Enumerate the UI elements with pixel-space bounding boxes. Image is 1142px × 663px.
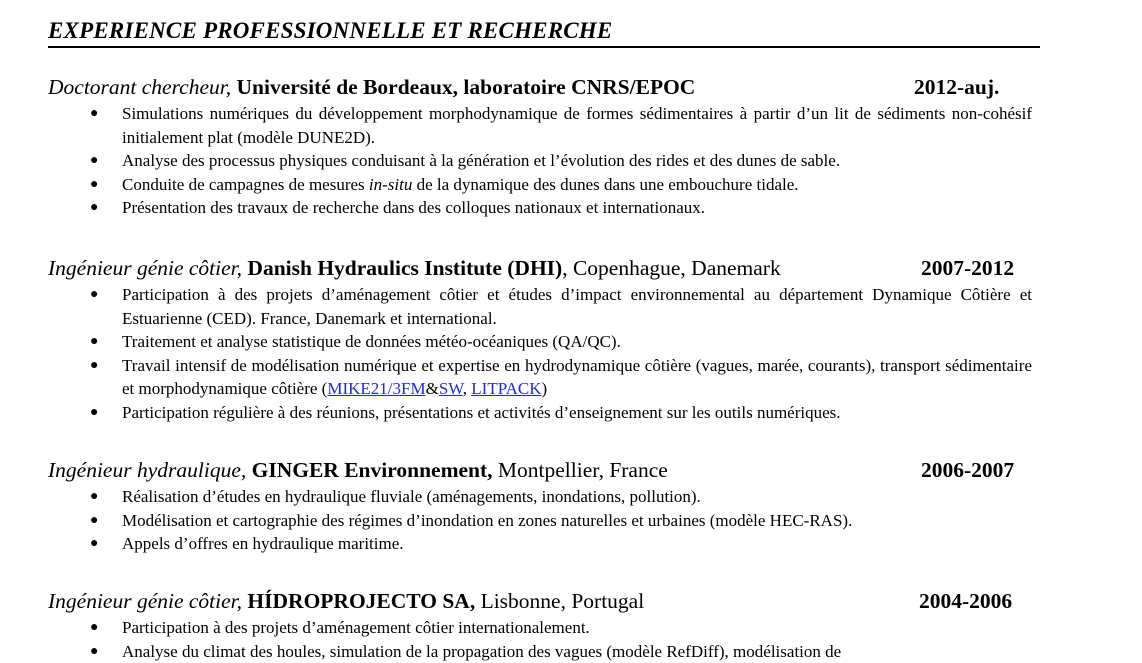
bullet-icon: ● xyxy=(90,485,98,509)
list-item: ● Conduite de campagnes de mesures in-situ de la dynamique des dunes dans une embouchure tidale. xyxy=(48,173,1032,197)
list-item: ● Simulations numériques du développement morphodynamique de formes sédimentaires à partir d’un lit de sédiments non-cohésif initialement plat (modèle DUNE2D). xyxy=(48,102,1032,149)
job-bullets xyxy=(48,102,1040,220)
job-location: Montpellier, France xyxy=(493,458,668,482)
job-years: 2006-2007 xyxy=(921,455,1014,485)
job-location: , Copenhague, Danemark xyxy=(562,256,781,280)
job-role: Doctorant chercheur, xyxy=(48,75,231,99)
list-item: ● Réalisation d’études en hydraulique fluviale (aménagements, inondations, pollution). xyxy=(48,485,1032,509)
bullet-icon: ● xyxy=(90,532,98,556)
job-years: 2012-auj. xyxy=(914,72,999,102)
section-title: EXPERIENCE PROFESSIONNELLE ET RECHERCHE xyxy=(48,16,1040,48)
job-role: Ingénieur hydraulique, xyxy=(48,458,246,482)
bullet-icon: ● xyxy=(90,173,98,197)
job-bullets xyxy=(48,283,1040,424)
list-item: ● Analyse du climat des houles, simulation de la propagation des vagues (modèle RefDiff), modélisation de xyxy=(48,640,1032,663)
job-entry-ginger xyxy=(48,455,1040,556)
job-entry-hidroprojecto xyxy=(48,586,1040,663)
list-item: ● Participation à des projets d’aménagement côtier et études d’impact environnemental au département Dynamique Côtière et Estuarienne (CED). France, Danemark et international. xyxy=(48,283,1032,330)
list-item: ● Appels d’offres en hydraulique maritime. xyxy=(48,532,1032,556)
link-mike21[interactable]: MIKE21/3FM xyxy=(327,379,425,398)
job-header xyxy=(48,455,1040,485)
job-role: Ingénieur génie côtier, xyxy=(48,589,242,613)
job-header xyxy=(48,586,1040,616)
bullet-icon: ● xyxy=(90,196,98,220)
bullet-icon: ● xyxy=(90,616,98,640)
bullet-icon: ● xyxy=(90,283,98,307)
job-entry-dhi xyxy=(48,253,1040,424)
list-item: ● Participation régulière à des réunions, présentations et activités d’enseignement sur les outils numériques. xyxy=(48,401,1032,425)
job-organization: HÍDROPROJECTO SA, xyxy=(247,589,475,613)
bullet-icon: ● xyxy=(90,149,98,173)
list-item: ● Travail intensif de modélisation numérique et expertise en hydrodynamique côtière (vagues, marée, courants), transport sédimentaire et morphodynamique côtière (MIKE21/3FM&SW, LITPACK) xyxy=(48,354,1032,401)
link-sw[interactable]: SW xyxy=(439,379,463,398)
bullet-icon: ● xyxy=(90,509,98,533)
link-litpack[interactable]: LITPACK xyxy=(471,379,541,398)
job-role: Ingénieur génie côtier, xyxy=(48,256,242,280)
list-item: ● Participation à des projets d’aménagement côtier internationalement. xyxy=(48,616,1032,640)
bullet-icon: ● xyxy=(90,354,98,378)
list-item: ● Modélisation et cartographie des régimes d’inondation en zones naturelles et urbaines (modèle HEC-RAS). xyxy=(48,509,1032,533)
job-bullets xyxy=(48,616,1040,663)
list-item: ● Analyse des processus physiques conduisant à la génération et l’évolution des rides et des dunes de sable. xyxy=(48,149,1032,173)
list-item: ● Présentation des travaux de recherche dans des colloques nationaux et internationaux. xyxy=(48,196,1032,220)
bullet-icon: ● xyxy=(90,102,98,126)
job-bullets xyxy=(48,485,1040,556)
job-header xyxy=(48,253,1040,283)
list-item: ● Traitement et analyse statistique de données météo-océaniques (QA/QC). xyxy=(48,330,1032,354)
job-organization: GINGER Environnement, xyxy=(252,458,493,482)
job-entry-epoc xyxy=(48,72,1040,220)
job-organization: Université de Bordeaux, laboratoire CNRS/EPOC xyxy=(236,75,695,99)
job-years: 2007-2012 xyxy=(921,253,1014,283)
job-organization: Danish Hydraulics Institute (DHI) xyxy=(247,256,562,280)
job-location: Lisbonne, Portugal xyxy=(475,589,644,613)
job-years: 2004-2006 xyxy=(919,586,1012,616)
bullet-icon: ● xyxy=(90,330,98,354)
bullet-icon: ● xyxy=(90,401,98,425)
bullet-icon: ● xyxy=(90,640,98,663)
job-header xyxy=(48,72,1040,102)
